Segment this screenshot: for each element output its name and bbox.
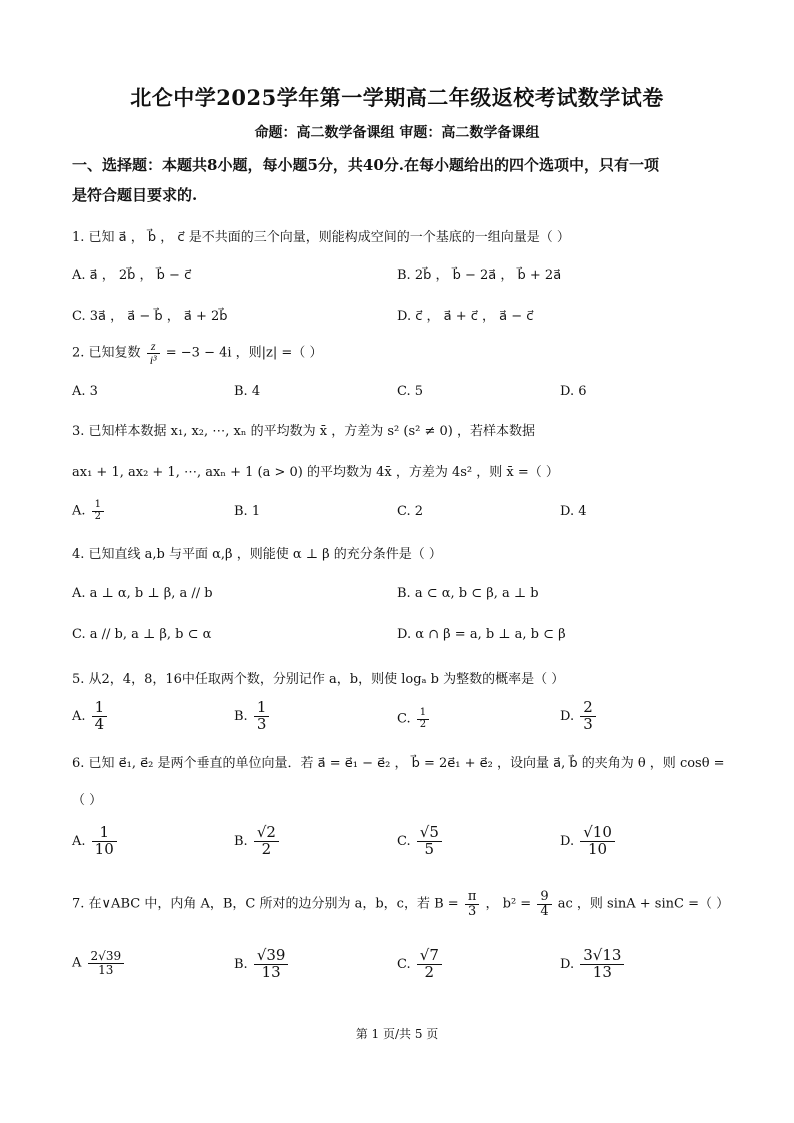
fraction-denominator: 3	[467, 903, 477, 919]
fraction-numerator: 1	[92, 700, 108, 717]
option-label: A.	[72, 833, 86, 849]
fraction-numerator: 1	[92, 825, 117, 842]
fraction-denominator: 10	[94, 839, 114, 858]
option-label: B.	[234, 708, 248, 724]
option-label: D.	[560, 708, 575, 724]
question-6-stem-line1: 6. 已知 e⃗₁, e⃗₂ 是两个垂直的单位向量．若 a⃗ = e⃗₁ − e⃗₂ ， b⃗ = 2e⃗₁ + e⃗₂ ，设向量 a⃗, b⃗ 的夹角为 θ ，则 cosθ =	[72, 756, 725, 771]
option-a-fraction	[92, 700, 108, 733]
question-3-option-c: C. 2	[397, 504, 424, 519]
question-2-option-d: D. 6	[560, 384, 587, 399]
fraction-denominator: 2	[424, 962, 435, 981]
option-a-fraction	[88, 950, 125, 976]
question-1-option-a: A. a⃗ ， 2b⃗ ， b⃗ − c⃗	[72, 268, 192, 283]
option-label: C.	[397, 956, 411, 972]
fraction-denominator: 4	[94, 714, 105, 733]
question-4-option-c: C. a // b, a ⊥ β, b ⊂ α	[72, 627, 212, 642]
fraction-denominator: 10	[588, 839, 608, 858]
question-1-option-c: C. 3a⃗ ， a⃗ − b⃗ ， a⃗ + 2b⃗	[72, 309, 228, 324]
option-b-fraction	[254, 948, 289, 981]
question-7-option-d	[560, 948, 626, 981]
question-2-fraction	[147, 340, 160, 366]
section-heading-line1: 一、选择题：本题共8小题，每小题5分，共40分.在每小题给出的四个选项中，只有一项	[72, 156, 659, 174]
question-2-stem-post: = −3 − 4i ，则|z| =（ ）	[165, 345, 323, 361]
option-d-fraction	[580, 948, 624, 981]
option-label: D.	[560, 833, 575, 849]
question-1-stem: 1. 已知 a⃗ ， b⃗ ， c⃗ 是不共面的三个向量，则能构成空间的一个基底的一组向量是（ ）	[72, 230, 570, 245]
fraction-numerator: z	[147, 340, 160, 354]
fraction-numerator: 1	[92, 500, 104, 512]
b-squared-fraction	[537, 890, 551, 918]
question-3-option-d: D. 4	[560, 504, 587, 519]
fraction-numerator: 2	[580, 700, 596, 717]
question-5-option-a	[72, 700, 109, 733]
question-7-stem-post: ac ，则 sinA + sinC =（ ）	[557, 896, 730, 912]
option-a-fraction	[92, 825, 117, 858]
question-3-stem-line2: ax₁ + 1, ax₂ + 1, ⋯, axₙ + 1 (a > 0) 的平均数为 4x̄ ，方差为 4s² ，则 x̄ =（ ）	[72, 465, 559, 480]
question-6-option-a	[72, 825, 119, 858]
fraction-numerator: √5	[417, 825, 442, 842]
question-4-option-a: A. a ⊥ α, b ⊥ β, a // b	[72, 586, 213, 601]
fraction-numerator: 9	[537, 890, 551, 905]
section-heading-line2: 是符合题目要求的.	[72, 186, 198, 204]
fraction-numerator: √2	[254, 825, 279, 842]
option-label: C.	[397, 711, 411, 727]
question-5-option-d	[560, 700, 598, 733]
question-6-option-d	[560, 825, 617, 858]
question-1-option-d: D. c⃗ ， a⃗ + c⃗ ， a⃗ − c⃗	[397, 309, 534, 324]
fraction-denominator: 3	[256, 714, 267, 733]
question-4-option-b: B. a ⊂ α, b ⊂ β, a ⊥ b	[397, 586, 539, 601]
question-2-stem-pre: 2. 已知复数	[72, 345, 141, 361]
fraction-numerator: π	[465, 890, 480, 905]
question-6-option-b	[234, 825, 281, 858]
fraction-numerator: √10	[580, 825, 615, 842]
question-6-stem-line2: （ ）	[72, 793, 103, 808]
question-4-option-d: D. α ∩ β = a, b ⊥ a, b ⊂ β	[397, 627, 566, 642]
option-label: A.	[72, 503, 86, 519]
option-d-fraction	[580, 700, 596, 733]
question-3-option-a	[72, 500, 106, 522]
fraction-numerator: √39	[254, 948, 289, 965]
question-4-stem: 4. 已知直线 a,b 与平面 α,β ，则能使 α ⊥ β 的充分条件是（ ）	[72, 547, 442, 562]
angle-b-fraction	[465, 890, 480, 918]
fraction-denominator: 13	[261, 962, 281, 981]
page-title: 北仑中学2025学年第一学期高二年级返校考试数学试卷	[130, 85, 664, 110]
question-2-stem	[72, 340, 322, 366]
option-a-fraction	[92, 500, 104, 522]
option-c-fraction	[417, 825, 442, 858]
question-7-option-b	[234, 948, 290, 981]
option-label: B.	[234, 833, 248, 849]
fraction-denominator: 2	[261, 839, 272, 858]
fraction-numerator: 2√39	[88, 950, 125, 964]
question-2-option-c: C. 5	[397, 384, 424, 399]
question-2-option-b: B. 4	[234, 384, 261, 399]
option-b-fraction	[254, 700, 270, 733]
question-5-option-c	[397, 708, 431, 730]
fraction-numerator: 1	[254, 700, 270, 717]
question-1-option-b: B. 2b⃗ ， b⃗ − 2a⃗ ， b⃗ + 2a⃗	[397, 268, 562, 283]
fraction-numerator: 1	[417, 708, 429, 720]
exam-authors: 命题：高二数学备课组 审题：高二数学备课组	[254, 125, 540, 141]
option-label: B.	[234, 956, 248, 972]
fraction-denominator: 13	[592, 962, 612, 981]
fraction-denominator: 3	[583, 714, 593, 733]
question-5-stem: 5. 从2，4，8，16中任取两个数，分别记作 a，b，则使 logₐ b 为整数的概率是（ ）	[72, 672, 565, 687]
fraction-numerator: √7	[417, 948, 442, 965]
question-7-stem-mid: ， b² =	[485, 896, 532, 912]
option-b-fraction	[254, 825, 279, 858]
option-label: A	[72, 955, 82, 971]
option-label: C.	[397, 833, 411, 849]
question-3-option-b: B. 1	[234, 504, 261, 519]
fraction-denominator: 2	[419, 718, 427, 730]
option-d-fraction	[580, 825, 615, 858]
fraction-denominator: 13	[98, 962, 114, 977]
fraction-numerator: 3√13	[580, 948, 624, 965]
option-c-fraction	[417, 948, 442, 981]
fraction-denominator: i³	[149, 352, 157, 367]
question-3-stem-line1: 3. 已知样本数据 x₁, x₂, ⋯, xₙ 的平均数为 x̄ ，方差为 s² (s² ≠ 0) ，若样本数据	[72, 424, 535, 439]
question-6-option-c	[397, 825, 444, 858]
question-7-stem-pre: 7. 在∨ABC 中，内角 A，B，C 所对的边分别为 a，b，c，若 B =	[72, 896, 459, 912]
fraction-denominator: 5	[424, 839, 435, 858]
question-2-option-a: A. 3	[72, 384, 98, 399]
question-7-option-c	[397, 948, 444, 981]
question-7-stem	[72, 890, 729, 918]
page-footer: 第 1 页/共 5 页	[355, 1027, 439, 1041]
fraction-denominator: 2	[94, 510, 102, 522]
option-label: A.	[72, 708, 86, 724]
option-c-fraction	[417, 708, 429, 730]
option-label: D.	[560, 956, 575, 972]
question-7-option-a	[72, 950, 126, 976]
question-5-option-b	[234, 700, 271, 733]
fraction-denominator: 4	[540, 903, 549, 919]
